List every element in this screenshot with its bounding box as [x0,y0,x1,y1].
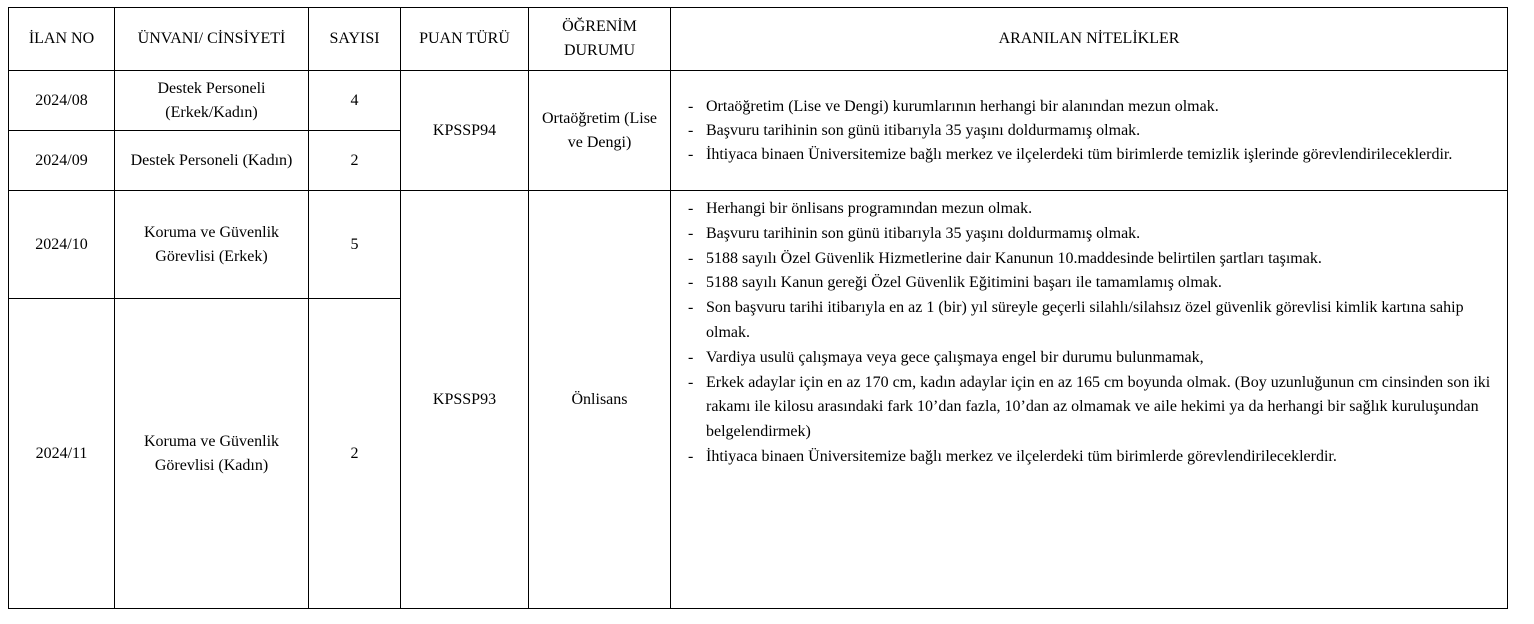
unvan-cell: Destek Personeli (Erkek/Kadın) [115,71,309,131]
requirement-item: - Vardiya usulü çalışmaya veya gece çalışmaya engel bir durumu bulunmamak, [688,346,1497,371]
unvan-cell: Destek Personeli (Kadın) [115,131,309,191]
table-row [9,191,1508,299]
requirement-item: - Başvuru tarihinin son günü itibarıyla 35 yaşını doldurmamış olmak. [688,222,1497,247]
ogrenim-cell: Önlisans [529,191,671,609]
ilan-no-cell: 2024/11 [9,299,115,609]
requirements-cell [671,191,1508,609]
sayisi-cell: 2 [309,131,401,191]
requirement-item: - Herhangi bir önlisans programından mezun olmak. [688,197,1497,222]
requirement-item: - 5188 sayılı Özel Güvenlik Hizmetlerine dair Kanunun 10.maddesinde belirtilen şartları taşımak. [688,247,1497,272]
requirements-cell [671,71,1508,191]
sayisi-cell: 5 [309,191,401,299]
header-sayisi: SAYISI [309,8,401,71]
unvan-cell: Koruma ve Güvenlik Görevlisi (Kadın) [115,299,309,609]
requirements-list [688,197,1497,470]
job-posting-table [8,7,1508,609]
header-unvan: ÜNVANI/ CİNSİYETİ [115,8,309,71]
requirement-item: - İhtiyaca binaen Üniversitemize bağlı merkez ve ilçelerdeki tüm birimlerde görevlendirileceklerdir. [688,445,1497,470]
job-posting-table-wrapper [8,7,1508,609]
sayisi-cell: 4 [309,71,401,131]
puan-turu-cell: KPSSP94 [401,71,529,191]
requirement-item: - Başvuru tarihinin son günü itibarıyla 35 yaşını doldurmamış olmak. [688,119,1497,143]
requirement-item: - 5188 sayılı Kanun gereği Özel Güvenlik Eğitimini başarı ile tamamlamış olmak. [688,271,1497,296]
requirement-item: - İhtiyaca binaen Üniversitemize bağlı merkez ve ilçelerdeki tüm birimlerde temizlik işlerinde görevlendirileceklerdir. [688,143,1497,167]
sayisi-cell: 2 [309,299,401,609]
ogrenim-cell: Ortaöğretim (Lise ve Dengi) [529,71,671,191]
header-row [9,8,1508,71]
requirements-list [688,95,1497,167]
ilan-no-cell: 2024/08 [9,71,115,131]
unvan-cell: Koruma ve Güvenlik Görevlisi (Erkek) [115,191,309,299]
header-nitelikler: ARANILAN NİTELİKLER [671,8,1508,71]
puan-turu-cell: KPSSP93 [401,191,529,609]
header-ilan-no: İLAN NO [9,8,115,71]
header-ogrenim: ÖĞRENİM DURUMU [529,8,671,71]
requirement-item: - Ortaöğretim (Lise ve Dengi) kurumlarının herhangi bir alanından mezun olmak. [688,95,1497,119]
ilan-no-cell: 2024/09 [9,131,115,191]
table-row [9,71,1508,131]
requirement-item: - Erkek adaylar için en az 170 cm, kadın adaylar için en az 165 cm boyunda olmak. (Boy uzunluğunun cm cinsinden son iki rakamı ile kilosu arasındaki fark 10’dan fazla, 10’dan az olmamak ve aile hekimi ya da herhangi bir sağlık kuruluşundan belgelendirmek) [688,371,1497,445]
ilan-no-cell: 2024/10 [9,191,115,299]
requirement-item: - Son başvuru tarihi itibarıyla en az 1 (bir) yıl süreyle geçerli silahlı/silahsız özel güvenlik görevlisi kimlik kartına sahip olmak. [688,296,1497,346]
header-puan-turu: PUAN TÜRÜ [401,8,529,71]
